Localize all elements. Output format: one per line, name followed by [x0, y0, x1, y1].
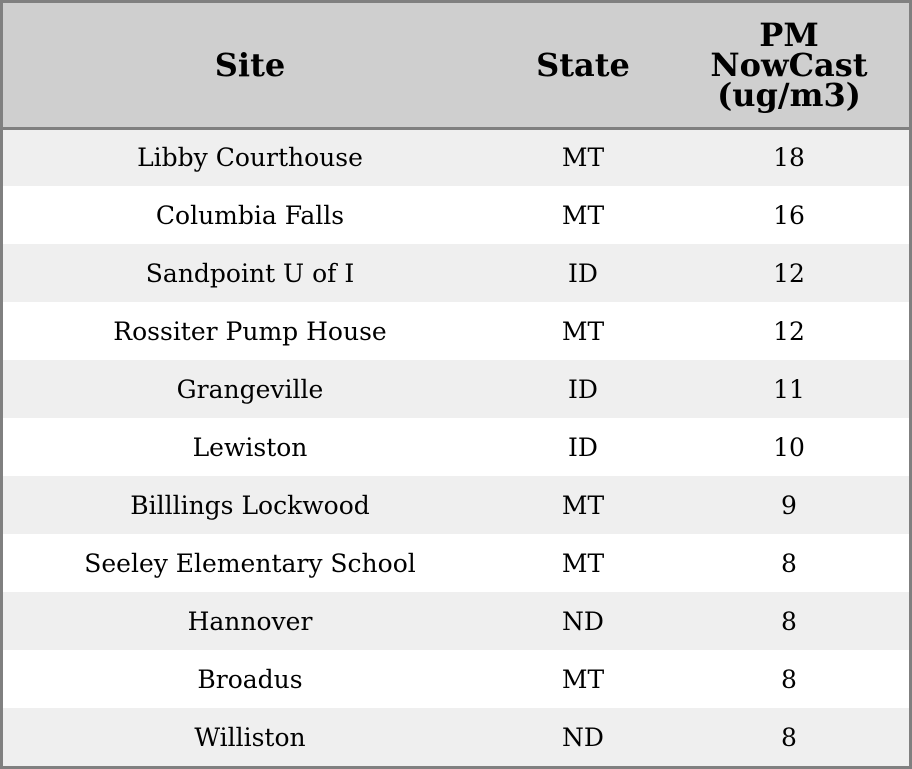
cell-pm: 11 [773, 374, 805, 404]
table-row [3, 476, 909, 534]
cell-state: MT [561, 200, 605, 230]
cell-state: ID [568, 432, 598, 462]
cell-state: ND [562, 722, 604, 752]
cell-site: Hannover [187, 606, 313, 636]
cell-state: MT [561, 664, 605, 694]
cell-pm: 12 [773, 316, 805, 346]
data-table [3, 3, 909, 766]
header-state [497, 3, 669, 128]
cell-site: Columbia Falls [155, 200, 345, 230]
header-state-label: State [536, 45, 630, 84]
header-pm-line-1: PM [759, 15, 819, 54]
table-row [3, 302, 909, 360]
cell-pm: 9 [781, 490, 797, 520]
cell-state: MT [561, 548, 605, 578]
header-site [3, 3, 497, 128]
cell-state: MT [561, 490, 605, 520]
cell-pm: 8 [781, 548, 797, 578]
cell-pm: 10 [773, 432, 805, 462]
cell-site: Sandpoint U of I [145, 258, 355, 288]
cell-site: Lewiston [192, 432, 308, 462]
cell-site: Libby Courthouse [137, 143, 363, 173]
table-row [3, 244, 909, 302]
cell-site: Seeley Elementary School [84, 548, 416, 578]
table-body [3, 128, 909, 766]
table-row [3, 534, 909, 592]
header-site-label: Site [214, 45, 286, 84]
cell-site: Rossiter Pump House [113, 316, 387, 346]
cell-site: Billlings Lockwood [130, 490, 370, 520]
cell-pm: 8 [781, 664, 797, 694]
cell-pm: 8 [781, 722, 797, 752]
header-pm-line-2: NowCast [710, 45, 868, 84]
table-row [3, 360, 909, 418]
cell-state: ND [562, 606, 604, 636]
cell-state: MT [561, 316, 605, 346]
cell-site: Williston [194, 722, 306, 752]
header-row [3, 3, 909, 128]
cell-pm: 12 [773, 258, 805, 288]
cell-state: MT [561, 143, 605, 173]
cell-state: ID [568, 258, 598, 288]
header-pm-nowcast [669, 3, 909, 128]
cell-site: Broadus [197, 664, 303, 694]
table-row [3, 128, 909, 186]
cell-pm: 16 [773, 200, 805, 230]
cell-pm: 8 [781, 606, 797, 636]
table-header [3, 3, 909, 128]
table-row [3, 186, 909, 244]
cell-site: Grangeville [176, 374, 324, 404]
cell-pm: 18 [773, 143, 805, 173]
header-pm-line-3: (ug/m3) [717, 75, 861, 114]
table-row [3, 650, 909, 708]
table-row [3, 708, 909, 766]
table-row [3, 418, 909, 476]
cell-state: ID [568, 374, 598, 404]
table-row [3, 592, 909, 650]
